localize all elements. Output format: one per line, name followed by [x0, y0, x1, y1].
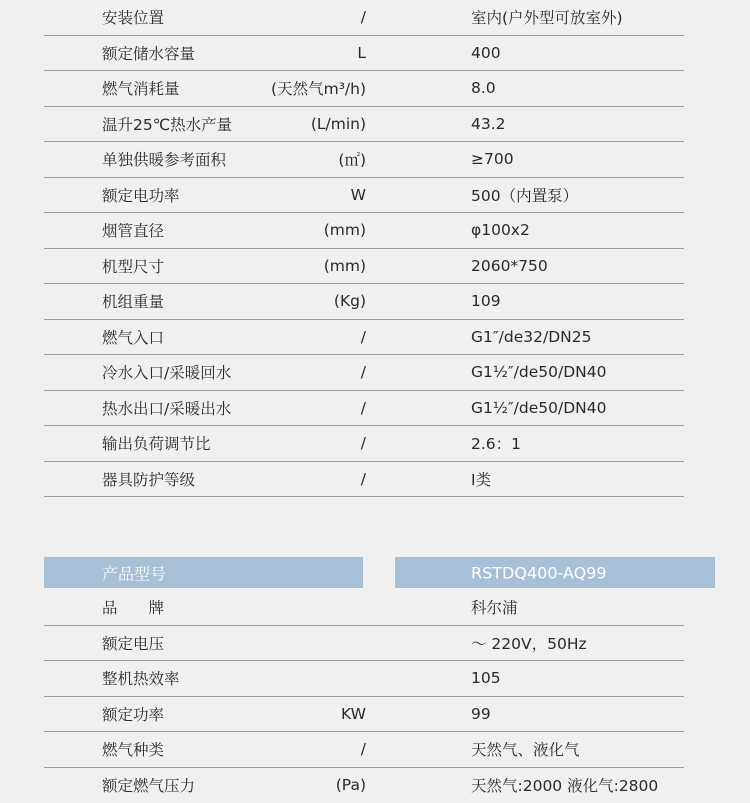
spec-name: 热水出口/采暖出水	[102, 397, 231, 419]
spec-name: 温升25℃热水产量	[102, 113, 232, 135]
spec-name: 器具防护等级	[102, 468, 195, 490]
spec-name: 烟管直径	[102, 219, 164, 241]
spec-row	[44, 0, 684, 36]
spec-name: 冷水入口/采暖回水	[102, 361, 231, 383]
spec-row	[44, 462, 684, 498]
spec-name: 燃气入口	[102, 326, 164, 348]
spec-unit: (天然气m³/h)	[271, 77, 366, 99]
spec-value: I类	[471, 468, 491, 490]
spec-value: 109	[471, 292, 501, 310]
spec-name: 品 牌	[102, 596, 164, 618]
spec-unit: (Kg)	[334, 292, 366, 310]
spec-row	[44, 71, 684, 107]
model-number: RSTDQ400-AQ99	[471, 563, 607, 582]
model-header-label: 产品型号	[102, 561, 166, 584]
spec-value: 8.0	[471, 79, 496, 97]
spec-unit: L	[357, 44, 366, 62]
spec-row	[44, 732, 684, 768]
spec-row	[44, 320, 684, 356]
spec-row	[44, 249, 684, 285]
model-header-label-bar	[44, 557, 363, 588]
spec-unit: (Pa)	[336, 776, 366, 794]
spec-unit: /	[361, 363, 366, 381]
spec-value: G1½″/de50/DN40	[471, 399, 606, 417]
model-header-value-bar	[395, 557, 715, 588]
spec-row	[44, 107, 684, 143]
spec-unit: KW	[341, 705, 366, 723]
spec-name: 输出负荷调节比	[102, 432, 211, 454]
spec-value: 99	[471, 705, 491, 723]
spec-row	[44, 36, 684, 72]
spec-name: 安装位置	[102, 6, 164, 28]
spec-name: 机组重量	[102, 290, 164, 312]
spec-unit: W	[351, 186, 366, 204]
spec-value: φ100x2	[471, 221, 530, 239]
spec-row	[44, 391, 684, 427]
spec-table-1	[44, 0, 684, 497]
spec-name: 额定电压	[102, 632, 164, 654]
spec-row	[44, 142, 684, 178]
spec-unit: /	[361, 740, 366, 758]
spec-row	[44, 661, 684, 697]
spec-name: 额定功率	[102, 703, 164, 725]
spec-unit: /	[361, 399, 366, 417]
spec-row	[44, 213, 684, 249]
spec-name: 机型尺寸	[102, 255, 164, 277]
model-header	[44, 557, 715, 588]
spec-value: ≥700	[471, 150, 514, 168]
spec-unit: /	[361, 8, 366, 26]
spec-name: 燃气种类	[102, 738, 164, 760]
spec-value: 400	[471, 44, 501, 62]
spec-name: 整机热效率	[102, 667, 180, 689]
spec-name: 单独供暖参考面积	[102, 148, 226, 170]
spec-value: G1½″/de50/DN40	[471, 363, 606, 381]
spec-row	[44, 426, 684, 462]
spec-row	[44, 590, 684, 626]
spec-value: 天然气、液化气	[471, 738, 580, 760]
spec-value: 天然气:2000 液化气:2800	[471, 774, 658, 796]
spec-value: G1″/de32/DN25	[471, 328, 591, 346]
spec-row	[44, 355, 684, 391]
spec-value: 科尔浦	[471, 596, 518, 618]
spec-name: 额定储水容量	[102, 42, 195, 64]
spec-name: 额定燃气压力	[102, 774, 195, 796]
spec-name: 燃气消耗量	[102, 77, 180, 99]
spec-unit: (mm)	[324, 257, 366, 275]
spec-value: 2060*750	[471, 257, 548, 275]
spec-value: ～ 220V，50Hz	[471, 632, 587, 654]
spec-row	[44, 284, 684, 320]
spec-value: 室内(户外型可放室外)	[471, 6, 623, 28]
spec-row	[44, 697, 684, 733]
spec-value: 43.2	[471, 115, 506, 133]
spec-unit: /	[361, 328, 366, 346]
spec-unit: (mm)	[324, 221, 366, 239]
spec-value: 105	[471, 669, 501, 687]
spec-row	[44, 626, 684, 662]
spec-unit: /	[361, 434, 366, 452]
spec-unit: (㎡)	[338, 148, 366, 170]
spec-name: 额定电功率	[102, 184, 180, 206]
spec-value: 2.6：1	[471, 432, 521, 454]
spec-table-2	[44, 590, 684, 803]
spec-row	[44, 178, 684, 214]
spec-unit: /	[361, 470, 366, 488]
spec-unit: (L/min)	[311, 115, 366, 133]
spec-value: 500（内置泵）	[471, 184, 578, 206]
